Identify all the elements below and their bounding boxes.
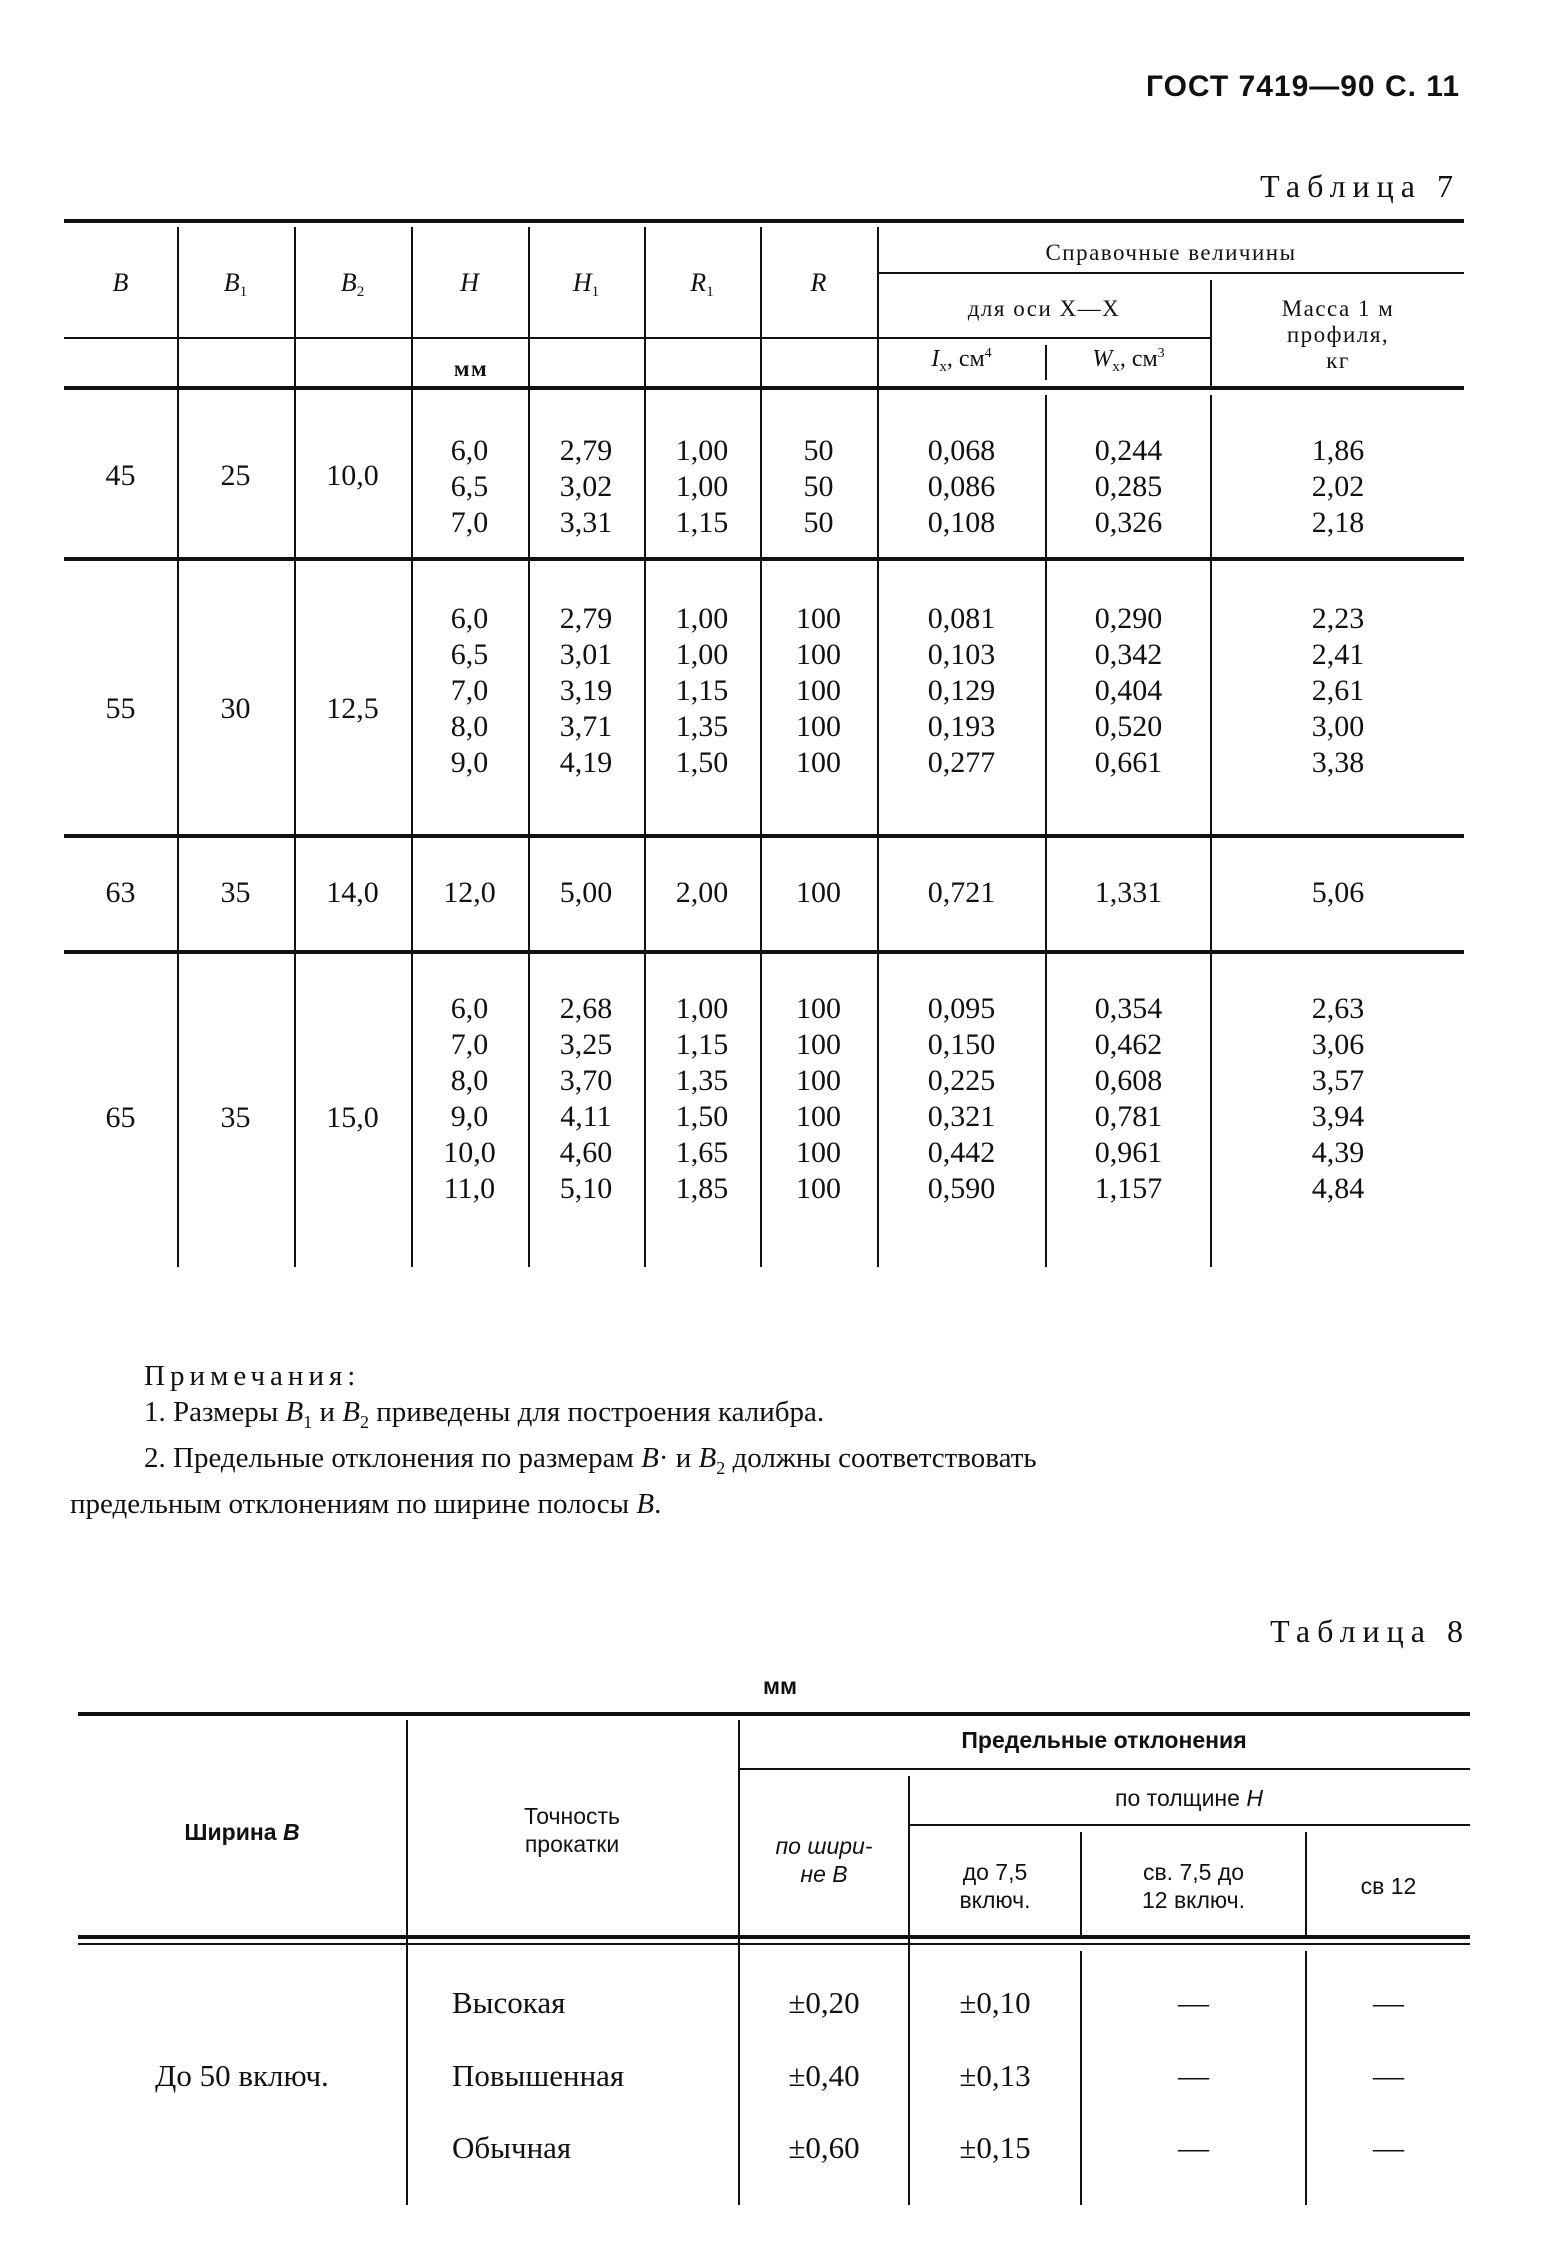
cell-H: 12,0	[443, 876, 496, 909]
cell-mass: 2,23 2,41 2,61 3,00 3,38	[1311, 602, 1365, 779]
cell-R1: 1,00 1,15 1,35 1,50 1,65 1,85	[675, 992, 729, 1205]
cell-B1: 30	[220, 692, 251, 725]
cell-accuracy: Высокая	[452, 1985, 566, 2020]
cell-H: 6,0 6,5 7,0 8,0 9,0	[450, 602, 489, 779]
cell-accuracy: Обычная	[452, 2130, 572, 2165]
table7-caption: Таблица 7	[1260, 168, 1460, 204]
cell-mass: 2,63 3,06 3,57 3,94 4,39 4,84	[1311, 992, 1365, 1205]
cell-R: 100	[796, 876, 841, 909]
table8-caption: Таблица 8	[1270, 1613, 1470, 1649]
cell-by-width: ±0,60	[788, 2130, 860, 2165]
cell-B: 55	[105, 692, 136, 725]
cell-B1: 25	[220, 459, 251, 492]
cell-B2: 12,5	[326, 692, 379, 725]
col-header-t3: св 12	[1360, 1873, 1417, 1899]
cell-H1: 5,00	[559, 876, 613, 909]
notes-title: Примечания:	[144, 1360, 361, 1392]
cell-H1: 2,68 3,25 3,70 4,11 4,60 5,10	[559, 992, 613, 1205]
cell-B: 45	[105, 459, 136, 492]
cell-H1: 2,79 3,02 3,31	[559, 434, 613, 539]
cell-R1: 2,00	[675, 876, 729, 909]
cell-mass: 1,86 2,02 2,18	[1311, 434, 1365, 539]
cell-t2: —	[1178, 1985, 1209, 2020]
cell-mass: 5,06	[1311, 876, 1365, 909]
ref-values-header: Справочные величины	[1045, 240, 1297, 265]
row-label: До 50 включ.	[155, 2058, 329, 2093]
note-2-continued: предельным отклонениям по ширине полосы B.	[70, 1487, 662, 1520]
col-header-R: R	[810, 268, 827, 297]
cell-Wx: 0,354 0,462 0,608 0,781 0,961 1,157	[1094, 992, 1163, 1205]
cell-t1: ±0,13	[959, 2058, 1031, 2093]
col-header-B: B	[112, 268, 129, 297]
col-header-mass: Масса 1 м профиля, кг	[1281, 296, 1395, 373]
cell-t1: ±0,15	[959, 2130, 1031, 2165]
cell-H: 6,0 7,0 8,0 9,0 10,0 11,0	[443, 992, 496, 1205]
cell-t1: ±0,10	[959, 1985, 1031, 2020]
cell-R1: 1,00 1,00 1,15	[675, 434, 729, 539]
cell-Wx: 0,290 0,342 0,404 0,520 0,661	[1094, 602, 1163, 779]
cell-t3: —	[1373, 2130, 1404, 2165]
cell-B2: 14,0	[326, 876, 379, 909]
cell-t2: —	[1178, 2130, 1209, 2165]
col-header-by-thickness: по толщине H	[1115, 1785, 1263, 1811]
col-header-accuracy: Точность прокатки	[523, 1803, 621, 1857]
col-header-B2: $B_2$	[340, 268, 365, 300]
cell-Ix: 0,068 0,086 0,108	[927, 434, 996, 539]
cell-B1: 35	[220, 876, 251, 909]
col-header-B1: $B_1$	[223, 268, 248, 300]
col-header-R1: $R_1$	[690, 268, 714, 300]
cell-B2: 15,0	[326, 1101, 379, 1134]
cell-B: 63	[105, 876, 136, 909]
col-header-t2: св. 7,5 до 12 включ.	[1141, 1859, 1246, 1913]
col-header-H1: $H_1$	[572, 268, 600, 300]
note-2: 2. Предельные отклонения по размерам B· и $B_2$ должны соответствовать	[144, 1441, 1037, 1478]
cell-t3: —	[1373, 2058, 1404, 2093]
table8-units: мм	[762, 1673, 798, 1699]
cell-by-width: ±0,40	[788, 2058, 860, 2093]
document-header: ГОСТ 7419—90 С. 11	[1145, 70, 1460, 103]
cell-Wx: 1,331	[1094, 876, 1163, 909]
col-header-Wx: $W_x$, $см^3$	[1092, 346, 1165, 375]
cell-B: 65	[105, 1101, 136, 1134]
cell-Ix: 0,081 0,103 0,129 0,193 0,277	[927, 602, 996, 779]
col-header-limits: Предельные отклонения	[961, 1727, 1247, 1753]
cell-B1: 35	[220, 1101, 251, 1134]
cell-H: 6,0 6,5 7,0	[450, 434, 489, 539]
cell-accuracy: Повышенная	[452, 2058, 625, 2093]
col-header-by-width: по шири- не B	[775, 1833, 873, 1887]
col-header-Ix: $I_x$, $см^4$	[931, 346, 992, 375]
cell-Wx: 0,244 0,285 0,326	[1094, 434, 1163, 539]
cell-H1: 2,79 3,01 3,19 3,71 4,19	[559, 602, 613, 779]
cell-B2: 10,0	[326, 459, 379, 492]
cell-R: 50 50 50	[803, 434, 834, 539]
cell-R: 100 100 100 100 100	[796, 602, 841, 779]
units-label: мм	[453, 356, 489, 381]
col-header-width: Ширина B	[184, 1819, 300, 1845]
note-1: 1. Размеры $B_1$ и $B_2$ приведены для построения калибра.	[144, 1396, 825, 1432]
cell-R: 100 100 100 100 100 100	[796, 992, 841, 1205]
axis-header: для оси X—X	[967, 296, 1121, 321]
col-header-t1: до 7,5 включ.	[959, 1859, 1031, 1913]
cell-t3: —	[1373, 1985, 1404, 2020]
cell-R1: 1,00 1,00 1,15 1,35 1,50	[675, 602, 729, 779]
cell-by-width: ±0,20	[788, 1985, 860, 2020]
cell-Ix: 0,095 0,150 0,225 0,321 0,442 0,590	[927, 992, 996, 1205]
col-header-H: H	[460, 268, 479, 297]
cell-Ix: 0,721	[927, 876, 996, 909]
cell-t2: —	[1178, 2058, 1209, 2093]
